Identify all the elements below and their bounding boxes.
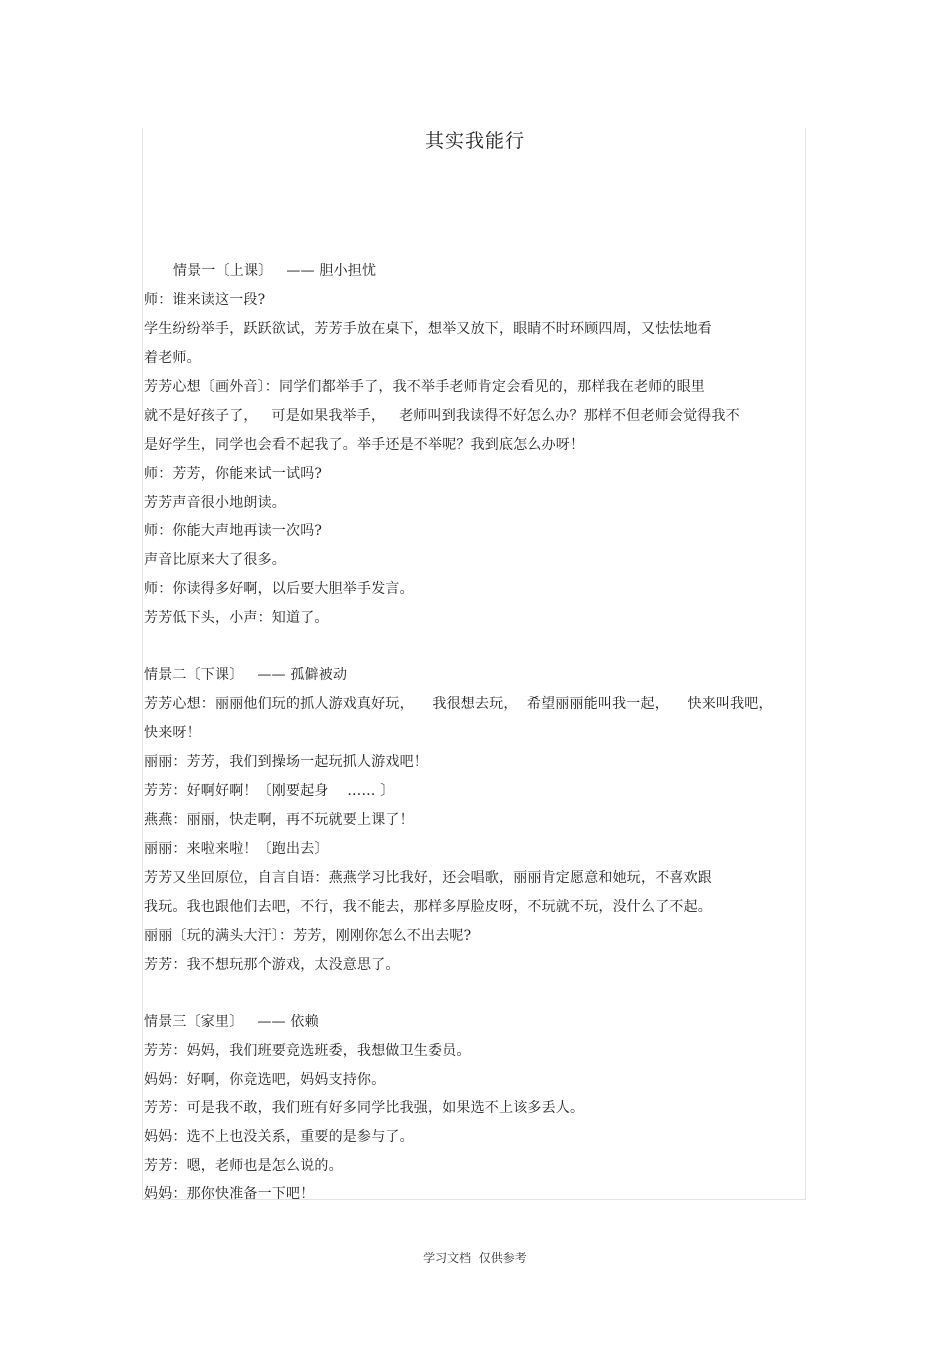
text-line: 芳芳又坐回原位，自言自语：燕燕学习比我好，还会唱歌，丽丽肯定愿意和她玩，不喜欢跟 (144, 870, 712, 886)
text-line: 芳芳：可是我不敢，我们班有好多同学比我强，如果选不上该多丢人。 (144, 1100, 585, 1116)
text-line: 妈妈：好啊，你竞选吧，妈妈支持你。 (144, 1072, 386, 1088)
text-line: 着老师。 (144, 350, 201, 366)
text-line: 芳芳：嗯，老师也是怎么说的。 (144, 1158, 343, 1174)
text-line: 就不是好孩子了， 可是如果我举手， 老师叫到我读得不好怎么办？那样不但老师会觉得我不 (144, 408, 740, 424)
scene-two-heading: 情景二〔下课〕 —— 孤僻被动 (144, 667, 348, 683)
text-line: 芳芳低下头，小声：知道了。 (144, 610, 329, 626)
text-line: 声音比原来大了很多。 (144, 552, 286, 568)
text-line: 丽丽：来啦来啦！〔跑出去〕 (144, 841, 329, 857)
text-line: 我玩。我也跟他们去吧，不行，我不能去，那样多厚脸皮呀，不玩就不玩，没什么了不起。 (144, 899, 712, 915)
text-line: 是好学生，同学也会看不起我了。举手还是不举呢？我到底怎么办呀！ (144, 437, 585, 453)
text-line: 师：你读得多好啊，以后要大胆举手发言。 (144, 581, 414, 597)
text-line: 师：芳芳，你能来试一试吗? (144, 466, 323, 482)
text-line: 芳芳心想〔画外音〕：同学们都举手了，我不举手老师肯定会看见的，那样我在老师的眼里 (144, 379, 705, 395)
page-footer: 学习文档 仅供参考 (423, 1251, 527, 1265)
text-line: 芳芳：我不想玩那个游戏，太没意思了。 (144, 957, 400, 973)
text-line: 燕燕：丽丽，快走啊，再不玩就要上课了！ (144, 812, 414, 828)
scene-one-heading: 情景一〔上课〕 —— 胆小担忧 (173, 263, 377, 279)
text-line: 丽丽〔玩的满头大汗〕：芳芳，刚刚你怎么不出去呢? (144, 928, 472, 944)
text-line: 芳芳声音很小地朗读。 (144, 495, 286, 511)
text-line: 芳芳心想：丽丽他们玩的抓人游戏真好玩， 我很想去玩， 希望丽丽能叫我一起， 快来叫我吧， (144, 696, 773, 712)
scene-three-heading: 情景三〔家里〕 —— 依赖 (144, 1014, 319, 1030)
page-frame (142, 128, 806, 1200)
text-line: 师：你能大声地再读一次吗? (144, 523, 323, 539)
text-line: 丽丽：芳芳，我们到操场一起玩抓人游戏吧！ (144, 754, 428, 770)
text-line: 快来呀！ (144, 725, 201, 741)
text-line: 师：谁来读这一段? (144, 292, 266, 308)
text-line: 芳芳：好啊好啊！〔刚要起身 …… 〕 (144, 783, 395, 799)
text-line: 妈妈：那你快准备一下吧！ (144, 1186, 315, 1202)
text-line: 学生纷纷举手，跃跃欲试，芳芳手放在桌下，想举又放下，眼睛不时环顾四周，又怯怯地看 (144, 321, 712, 337)
text-line: 妈妈：选不上也没关系，重要的是参与了。 (144, 1129, 414, 1145)
text-line: 芳芳：妈妈，我们班要竞选班委，我想做卫生委员。 (144, 1043, 471, 1059)
document-title: 其实我能行 (424, 130, 525, 152)
